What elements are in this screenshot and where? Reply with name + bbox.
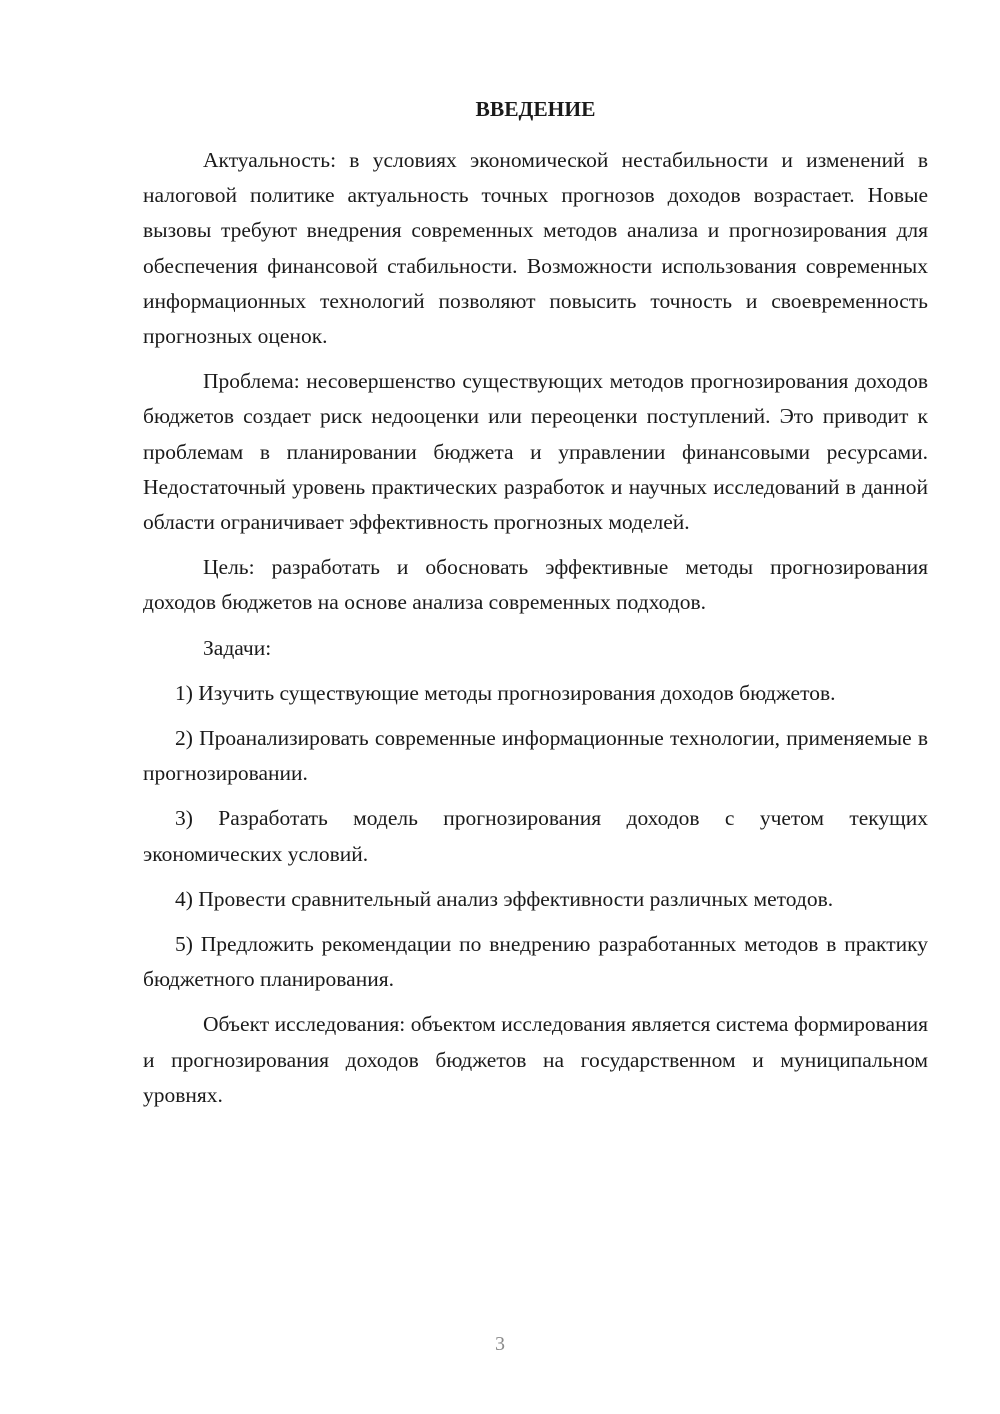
problem-paragraph: Проблема: несовершенство существующих методов прогнозирования доходов бюджетов создает риск недооценки или переоценки поступлений. Это приводит к проблемам в планировании бюджета и управлении финансовыми ресурсами. Недостаточный уровень практических разработок и научных исследований в данной области ограничивает эффективность прогнозных моделей. <box>143 369 928 535</box>
task-item-5: 5) Предложить рекомендации по внедрению разработанных методов в практику бюджетного планирования. <box>143 932 928 992</box>
tasks-heading: Задачи: <box>203 635 272 660</box>
page-number: 3 <box>495 1333 505 1355</box>
object-paragraph: Объект исследования: объектом исследования является система формирования и прогнозирования доходов бюджетов на государственном и муниципальном уровнях. <box>143 1012 928 1107</box>
relevance-paragraph: Актуальность: в условиях экономической нестабильности и изменений в налоговой политике актуальность точных прогнозов доходов возрастает. Новые вызовы требуют внедрения современных методов анализа и прогнозирования для обеспечения финансовой стабильности. Возможности использования современных информационных технологий позволяют повысить точность и своевременность прогнозных оценок. <box>143 148 928 349</box>
task-item-1: 1) Изучить существующие методы прогнозирования доходов бюджетов. <box>175 680 836 705</box>
task-item-4: 4) Провести сравнительный анализ эффективности различных методов. <box>175 886 834 911</box>
document-page <box>143 92 928 1123</box>
goal-paragraph: Цель: разработать и обосновать эффективные методы прогнозирования доходов бюджетов на основе анализа современных подходов. <box>143 555 928 615</box>
task-item-2: 2) Проанализировать современные информационные технологии, применяемые в прогнозировании. <box>143 726 928 786</box>
task-item-3: 3) Разработать модель прогнозирования доходов с учетом текущих экономических условий. <box>143 806 928 866</box>
section-title: ВВЕДЕНИЕ <box>475 97 596 121</box>
